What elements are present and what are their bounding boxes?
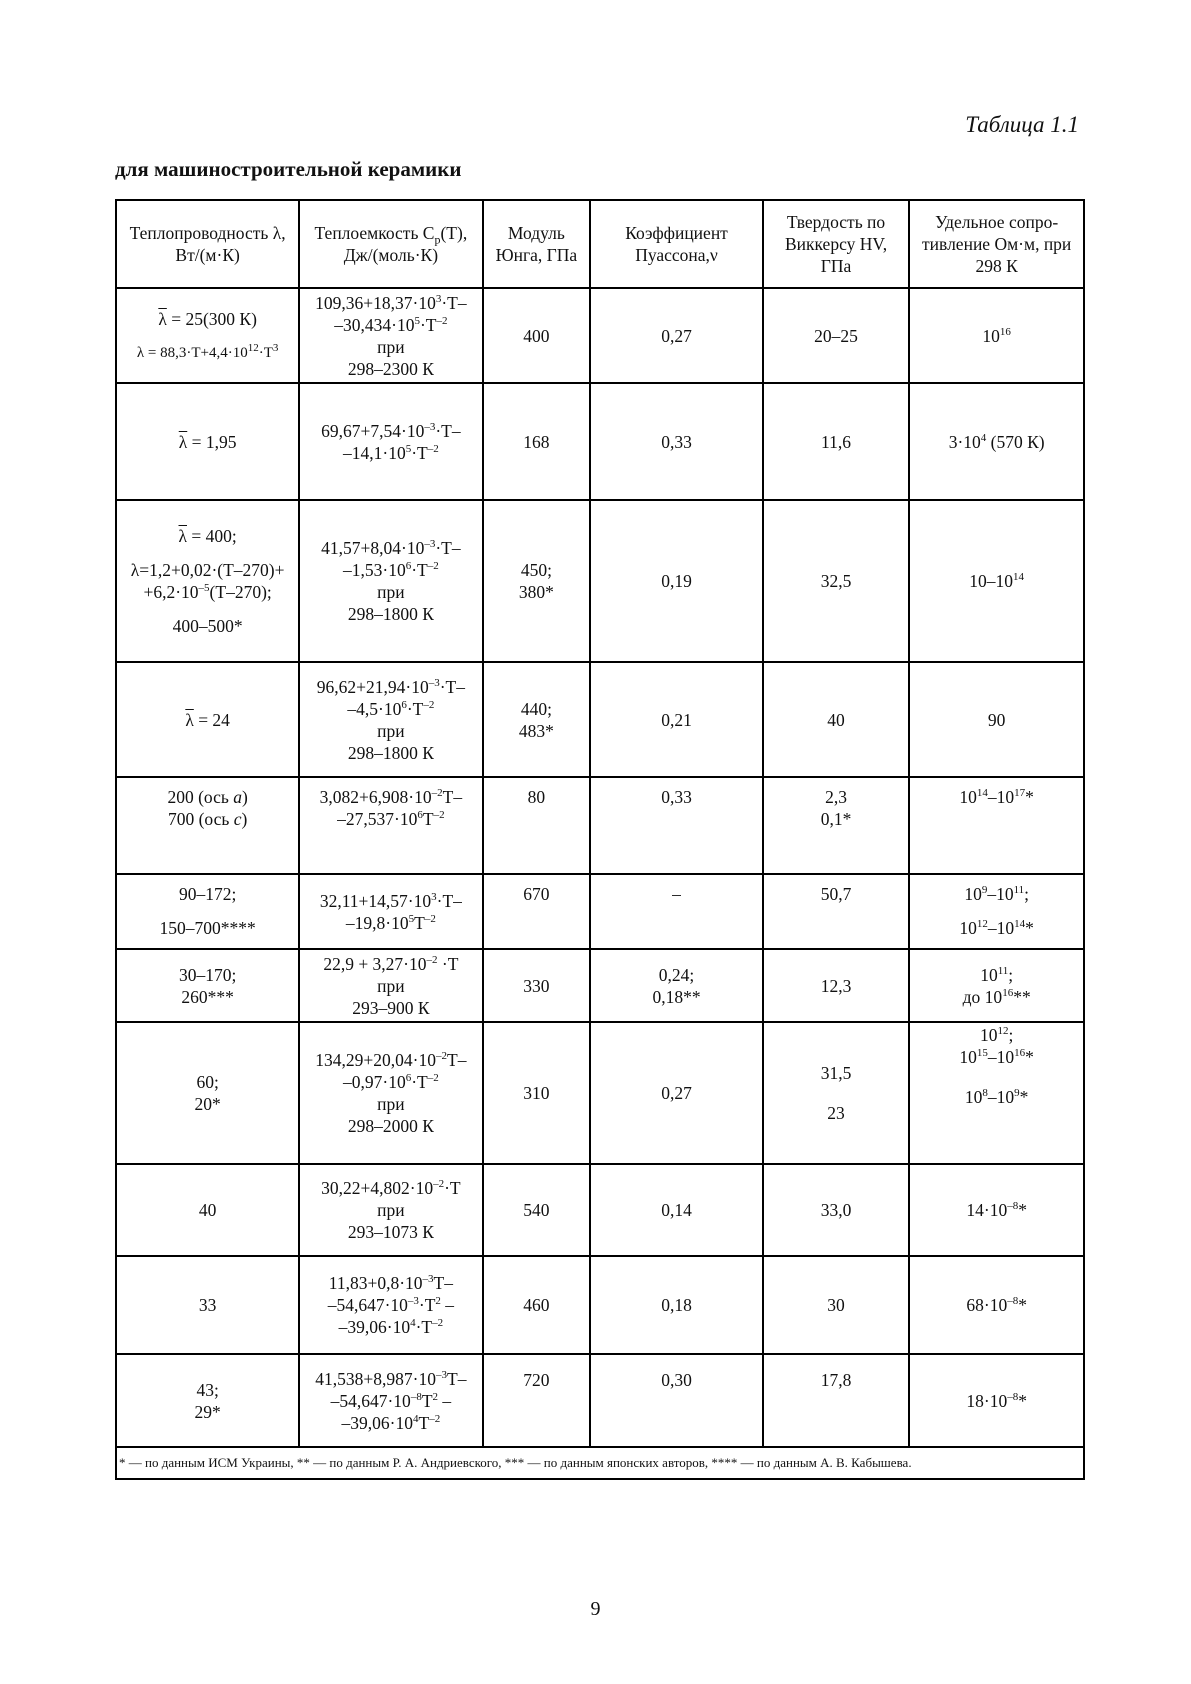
cell-resistivity: 90 — [909, 662, 1084, 777]
cell-youngs-modulus: 450; 380* — [483, 500, 591, 662]
header-thermal-conductivity: Теплопроводность λ, Вт/(м·К) — [116, 200, 299, 288]
table-row — [116, 288, 1084, 383]
footnote-row — [116, 1447, 1084, 1479]
header-row — [116, 200, 1084, 288]
cell-conductivity: 40 — [116, 1164, 299, 1256]
cell-youngs-modulus: 460 — [483, 1256, 591, 1354]
cell-hardness: 50,7 — [763, 874, 910, 949]
cell-youngs-modulus: 330 — [483, 949, 591, 1022]
cell-heat-capacity: $11,83+0,8\cdot 10^{-3}T-$ $-54,647\cdot 10^{-3}\cdot T^2$ – $-39,06\cdot 10^4\cdot T^{-2}$ — [299, 1256, 482, 1354]
table-row — [116, 1256, 1084, 1354]
cell-poisson: 0,14 — [590, 1164, 762, 1256]
table-row — [116, 874, 1084, 949]
cell-hardness: 2,3 0,1* — [763, 777, 910, 874]
table-row — [116, 500, 1084, 662]
header-resistivity: Удельное сопротивление Ом·м, при 298 К — [909, 200, 1084, 288]
cell-heat-capacity: $134,29+20,04\cdot 10^{-2}T-$ $-0,97\cdot 10^6\cdot T^{-2}$ при 298–2000 К — [299, 1022, 482, 1164]
cell-youngs-modulus: 310 — [483, 1022, 591, 1164]
cell-conductivity: 33 — [116, 1256, 299, 1354]
table-title: для машиностроительной керамики — [115, 157, 462, 181]
cell-conductivity: $\overline{\lambda} = 400$; λ=1,2+0,02·(T–270)+ $+6,2\cdot 10^{-5}(T-270)$; 400–500* — [116, 500, 299, 662]
cell-youngs-modulus: 670 — [483, 874, 591, 949]
table-caption: Таблица 1.1 — [965, 112, 1079, 137]
cell-conductivity: 90–172; 150–700**** — [116, 874, 299, 949]
cell-poisson: 0,18 — [590, 1256, 762, 1354]
cell-poisson: 0,24; 0,18** — [590, 949, 762, 1022]
cell-conductivity: 60; 20* — [116, 1022, 299, 1164]
cell-resistivity: $10^{12}$; $10^{15}-10^{16}*$ $10^8-10^9*$ — [909, 1022, 1084, 1164]
cell-hardness: 20–25 — [763, 288, 910, 383]
cell-youngs-modulus: 80 — [483, 777, 591, 874]
cell-conductivity: $\overline{\lambda} = 24$ — [116, 662, 299, 777]
cell-heat-capacity: $32,11+14,57\cdot 10^3\cdot T-$ $-19,8\cdot 10^5T^{-2}$ — [299, 874, 482, 949]
table-row — [116, 949, 1084, 1022]
cell-resistivity: $14\cdot 10^{-8}*$ — [909, 1164, 1084, 1256]
cell-resistivity: $10^{16}$ — [909, 288, 1084, 383]
cell-conductivity: 43; 29* — [116, 1354, 299, 1447]
cell-poisson: 0,27 — [590, 288, 762, 383]
cell-hardness: 17,8 — [763, 1354, 910, 1447]
cell-heat-capacity: $69,67+7,54\cdot 10^{-3}\cdot T-$ $-14,1\cdot 10^5\cdot T^{-2}$ — [299, 383, 482, 500]
cell-heat-capacity: $96,62+21,94\cdot 10^{-3}\cdot T-$ $-4,5\cdot 10^6\cdot T^{-2}$ при 298–1800 К — [299, 662, 482, 777]
cell-youngs-modulus: 540 — [483, 1164, 591, 1256]
cell-youngs-modulus: 440; 483* — [483, 662, 591, 777]
cell-resistivity: $18\cdot 10^{-8}*$ — [909, 1354, 1084, 1447]
cell-hardness: 31,5 23 — [763, 1022, 910, 1164]
cell-resistivity: $10^{14}-10^{17}*$ — [909, 777, 1084, 874]
cell-poisson: 0,27 — [590, 1022, 762, 1164]
cell-heat-capacity: $30,22+4,802\cdot 10^{-2}\cdot T$ при 293–1073 К — [299, 1164, 482, 1256]
cell-youngs-modulus: 720 — [483, 1354, 591, 1447]
header-vickers-hardness: Твердость по Виккерсу HV, ГПа — [763, 200, 910, 288]
cell-resistivity: $10^{11}$; до $10^{16}**$ — [909, 949, 1084, 1022]
cell-youngs-modulus: 168 — [483, 383, 591, 500]
cell-heat-capacity: $22,9 + 3,27\cdot 10^{-2} \cdot T$ при 293–900 К — [299, 949, 482, 1022]
table-row — [116, 777, 1084, 874]
cell-conductivity: $\overline{\lambda} = 25(300$ К) $\lambda = 88,3\cdot T+4,4\cdot 10^{12}\cdot T^3$ — [116, 288, 299, 383]
footnote: * — по данным ИСМ Украины, ** — по данным Р. А. Андриевского, *** — по данным японских авторов, **** — по данным А. В. Кабышева. — [116, 1447, 1084, 1479]
cell-poisson: 0,19 — [590, 500, 762, 662]
cell-heat-capacity: $41,538+8,987\cdot 10^{-3}T-$ $-54,647\cdot 10^{-8}T^2$ – $-39,06\cdot 10^4T^{-2}$ — [299, 1354, 482, 1447]
cell-hardness: 30 — [763, 1256, 910, 1354]
cell-resistivity: $3\cdot 10^4$ (570 К) — [909, 383, 1084, 500]
cell-heat-capacity: $41,57+8,04\cdot 10^{-3}\cdot T-$ $-1,53\cdot 10^6\cdot T^{-2}$ при 298–1800 К — [299, 500, 482, 662]
cell-hardness: 11,6 — [763, 383, 910, 500]
cell-poisson: 0,33 — [590, 383, 762, 500]
cell-poisson: 0,30 — [590, 1354, 762, 1447]
cell-youngs-modulus: 400 — [483, 288, 591, 383]
cell-hardness: 33,0 — [763, 1164, 910, 1256]
header-heat-capacity: Теплоемкость $C_p(T)$, Дж/(моль·К) — [299, 200, 482, 288]
ceramics-properties-table — [115, 199, 1085, 1480]
cell-poisson: 0,21 — [590, 662, 762, 777]
cell-hardness: 32,5 — [763, 500, 910, 662]
cell-conductivity: $\overline{\lambda} = 1,95$ — [116, 383, 299, 500]
page-number: 9 — [590, 1598, 601, 1620]
table-row — [116, 1354, 1084, 1447]
cell-heat-capacity: $3,082+6,908\cdot 10^{-2}T-$ $-27,537\cdot 10^6T^{-2}$ — [299, 777, 482, 874]
cell-poisson: 0,33 — [590, 777, 762, 874]
cell-resistivity: $10^9-10^{11}$; $10^{12}-10^{14}*$ — [909, 874, 1084, 949]
table-row — [116, 1022, 1084, 1164]
cell-poisson: – — [590, 874, 762, 949]
cell-conductivity: 200 (ось a) 700 (ось c) — [116, 777, 299, 874]
header-youngs-modulus: Модуль Юнга, ГПа — [483, 200, 591, 288]
header-poisson-ratio: Коэффициент Пуассона,ν — [590, 200, 762, 288]
cell-conductivity: 30–170; 260*** — [116, 949, 299, 1022]
table-row — [116, 383, 1084, 500]
cell-hardness: 12,3 — [763, 949, 910, 1022]
cell-heat-capacity: $109,36+18,37\cdot 10^3\cdot T-$ $-30,434\cdot 10^5\cdot T^{-2}$ при 298–2300 К — [299, 288, 482, 383]
cell-hardness: 40 — [763, 662, 910, 777]
cell-resistivity: $68\cdot 10^{-8}*$ — [909, 1256, 1084, 1354]
table-row — [116, 1164, 1084, 1256]
table-row — [116, 662, 1084, 777]
cell-resistivity: $10-10^{14}$ — [909, 500, 1084, 662]
